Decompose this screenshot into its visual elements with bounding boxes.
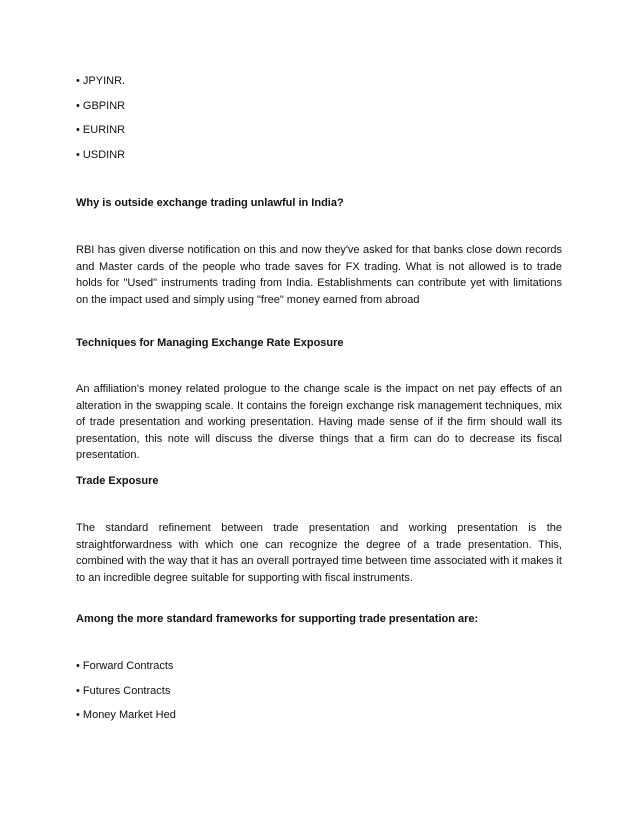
section-heading: Trade Exposure: [76, 475, 159, 487]
list-item: • JPYINR.: [76, 75, 126, 87]
list-item: • EURINR: [76, 124, 126, 136]
list-item: • Forward Contracts: [76, 660, 174, 672]
list-item: • Futures Contracts: [76, 685, 171, 697]
section-heading: Why is outside exchange trading unlawful in India?: [76, 197, 344, 209]
section-heading: Among the more standard frameworks for supporting trade presentation are:: [76, 613, 479, 625]
document-page: [76, 0, 562, 826]
section-paragraph: An affiliation's money related prologue to the change scale is the impact on net pay effects of an alteration in the swapping scale. It contains the foreign exchange risk management techniques, mix of trade presentation and working presentation. Having made sense of if the firm should wall its presentation, this note will discuss the diverse things that a firm can do to decrease its fiscal presentation.: [76, 383, 562, 461]
list-item: • Money Market Hed: [76, 709, 176, 721]
list-item: • USDINR: [76, 149, 126, 161]
list-item: • GBPINR: [76, 100, 126, 112]
section-heading: Techniques for Managing Exchange Rate Exposure: [76, 337, 344, 349]
section-paragraph: RBI has given diverse notification on this and now they've asked for that banks close down records and Master cards of the people who trade saves for FX trading. What is not allowed is to trade holds for "Used" instruments trading from India. Establishments can contribute yet with limitations on the impact used and simply using "free" money earned from abroad: [76, 244, 562, 306]
section-paragraph: The standard refinement between trade presentation and working presentation is the straightforwardness with which one can recognize the degree of a trade presentation. This, combined with the way that it has an overall portrayed time between time associated with it makes it to an incredible degree suitable for supporting with fiscal instruments.: [76, 522, 562, 584]
